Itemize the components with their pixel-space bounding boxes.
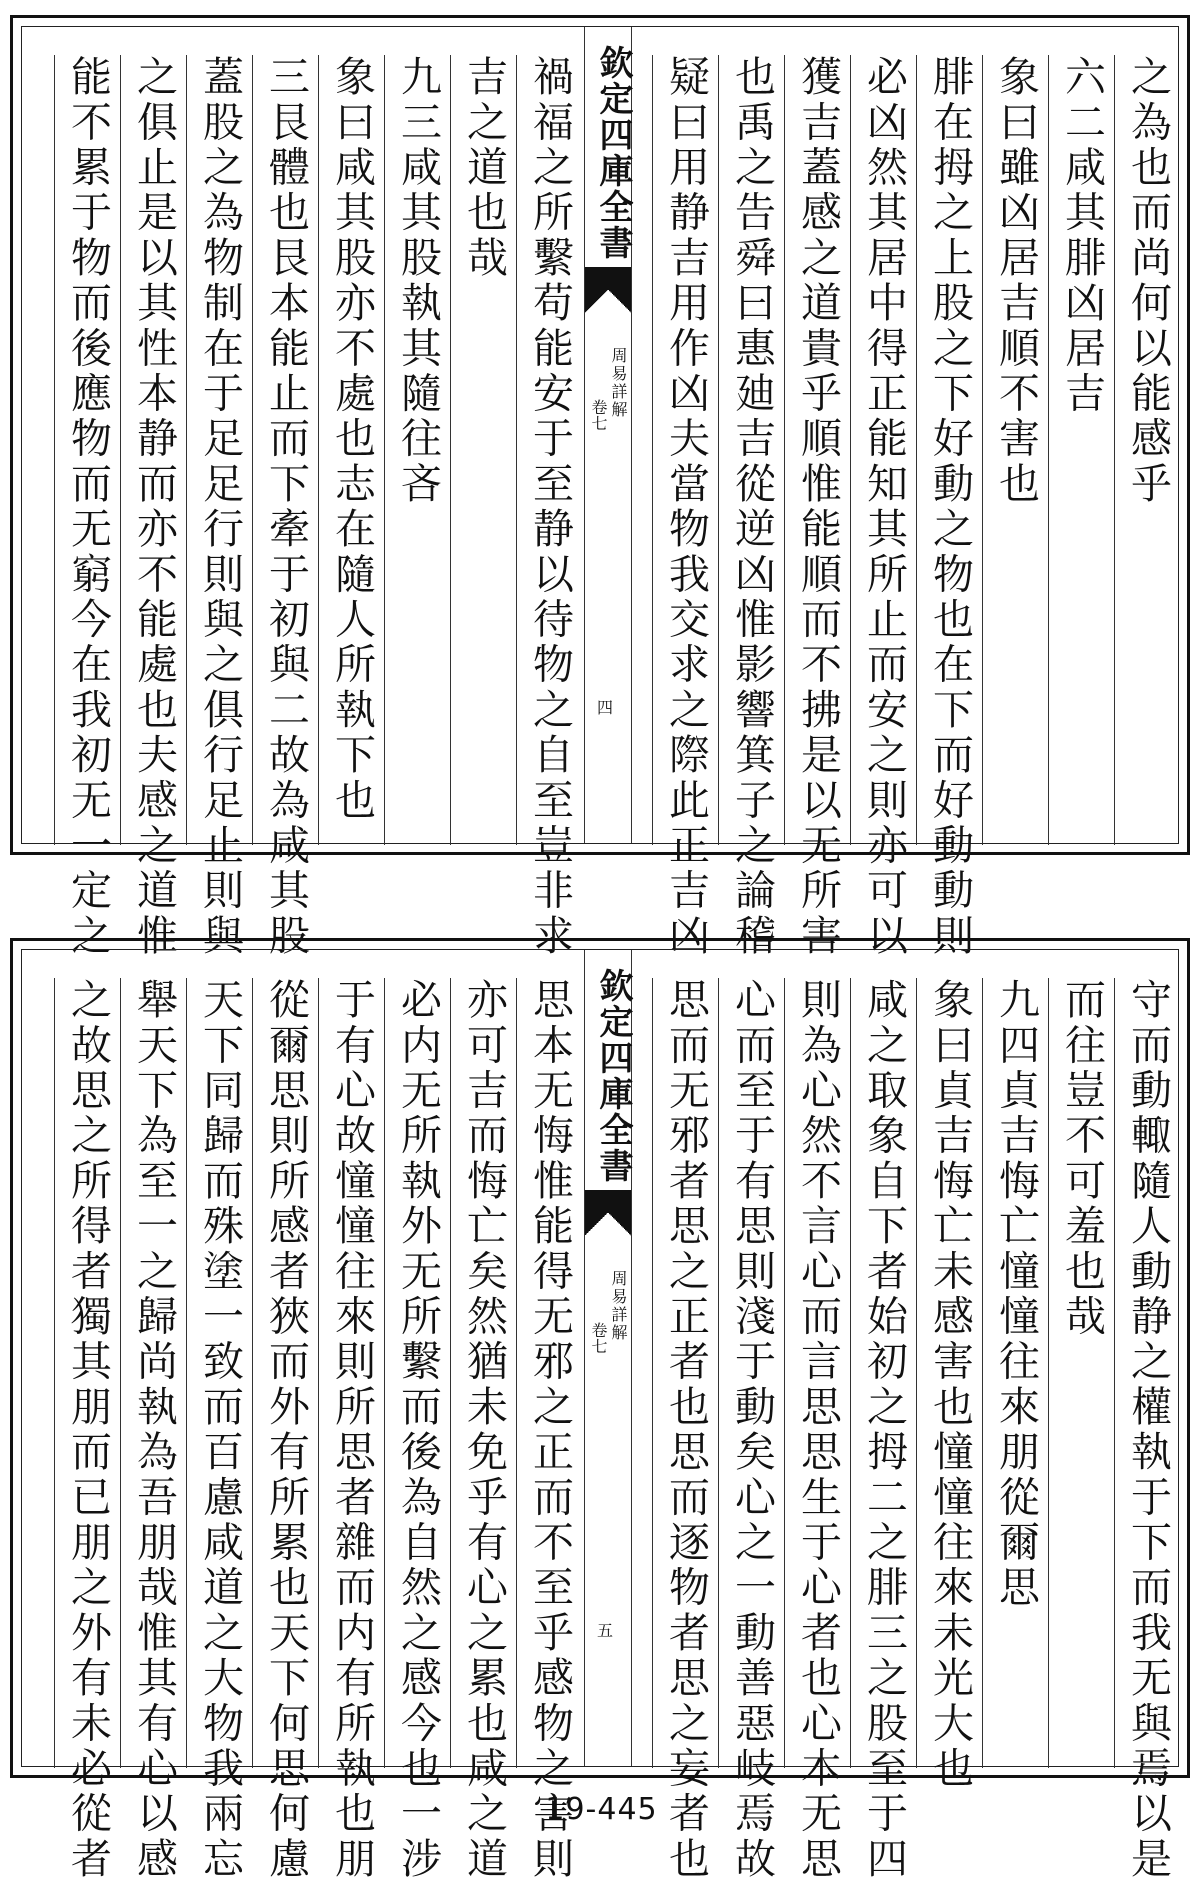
text-column: 三艮體也艮本能止而下牽于初與二故為咸其股	[252, 55, 319, 845]
text-column: 蓋股之為物制在于足足行則與之俱行足止則與	[186, 55, 253, 845]
text-column: 思而无邪者思之正者也思而逐物者思之妄者也	[652, 978, 719, 1768]
page-number: 四	[597, 698, 614, 717]
volume-label: 卷七	[589, 399, 608, 431]
text-column: 腓在拇之上股之下好動之物也在下而好動動則	[916, 55, 983, 845]
text-column: 吉之道也哉	[450, 55, 517, 845]
text-column: 亦可吉而悔亡矣然猶未免乎有心之累也咸之道	[450, 978, 517, 1768]
page-frame	[21, 26, 1179, 959]
center-fold	[584, 950, 632, 1766]
text-column: 思本无悔惟能得无邪之正而不至乎感物之害則	[516, 978, 583, 1768]
text-column: 疑曰用静吉用作凶夫當物我交求之際此正吉凶	[652, 55, 719, 845]
volume-label: 卷七	[589, 1322, 608, 1354]
text-column: 之故思之所得者獨其朋而已朋之外有未必從者	[54, 978, 121, 1768]
book-title: 周易詳解	[609, 1270, 628, 1342]
footer-page-id: 19-445	[545, 1792, 658, 1827]
text-column: 而往豈不可羞也哉	[1048, 978, 1115, 1768]
page-top	[10, 15, 1190, 959]
text-column: 九四貞吉悔亡憧憧往來朋從爾思	[982, 978, 1049, 1768]
page-number: 五	[597, 1621, 614, 1640]
text-column: 六二咸其腓凶居吉	[1048, 55, 1115, 845]
library-title: 欽定四庫全書	[593, 968, 633, 1184]
text-column: 必内无所執外无所繫而後為自然之感今也一涉	[384, 978, 451, 1768]
text-column: 心而至于有思則淺于動矣心之一動善惡岐焉故	[718, 978, 785, 1768]
library-title: 欽定四庫全書	[593, 45, 633, 261]
text-column: 舉天下為至一之歸尚執為吾朋哉惟其有心以感	[120, 978, 187, 1768]
text-column: 象曰雖凶居吉順不害也	[982, 55, 1049, 845]
text-column: 禍福之所繫苟能安于至静以待物之自至豈非求	[516, 55, 583, 845]
text-column: 之為也而尚何以能感乎	[1114, 55, 1181, 845]
text-column: 咸之取象自下者始初之拇二之腓三之股至于四	[850, 978, 917, 1768]
text-column: 從爾思則所感者狹而外有所累也天下何思何慮	[252, 978, 319, 1768]
text-column: 象曰貞吉悔亡未感害也憧憧往來未光大也	[916, 978, 983, 1768]
text-column: 必凶然其居中得正能知其所止而安之則亦可以	[850, 55, 917, 845]
text-column: 守而動輙隨人動静之權執于下而我无與焉以是	[1114, 978, 1181, 1768]
text-column: 之俱止是以其性本静而亦不能處也夫感之道惟	[120, 55, 187, 845]
text-column: 天下同歸而殊塗一致而百慮咸道之大物我兩忘	[186, 978, 253, 1768]
center-fold	[584, 27, 632, 843]
text-column: 也禹之告舜曰惠廸吉從逆凶惟影響箕子之論稽	[718, 55, 785, 845]
fishtail-mark	[585, 267, 631, 327]
text-column: 獲吉蓋感之道貴乎順惟能順而不拂是以无所害	[784, 55, 851, 845]
fishtail-mark	[585, 1190, 631, 1250]
book-title: 周易詳解	[609, 347, 628, 419]
text-column: 能不累于物而後應物而无窮今在我初无一定之	[54, 55, 121, 845]
text-column: 象曰咸其股亦不處也志在隨人所執下也	[318, 55, 385, 845]
text-column: 九三咸其股執其隨往吝	[384, 55, 451, 845]
text-column: 于有心故憧憧往來則所思者雜而内有所執也朋	[318, 978, 385, 1768]
text-column: 則為心然不言心而言思思生于心者也心本无思	[784, 978, 851, 1768]
